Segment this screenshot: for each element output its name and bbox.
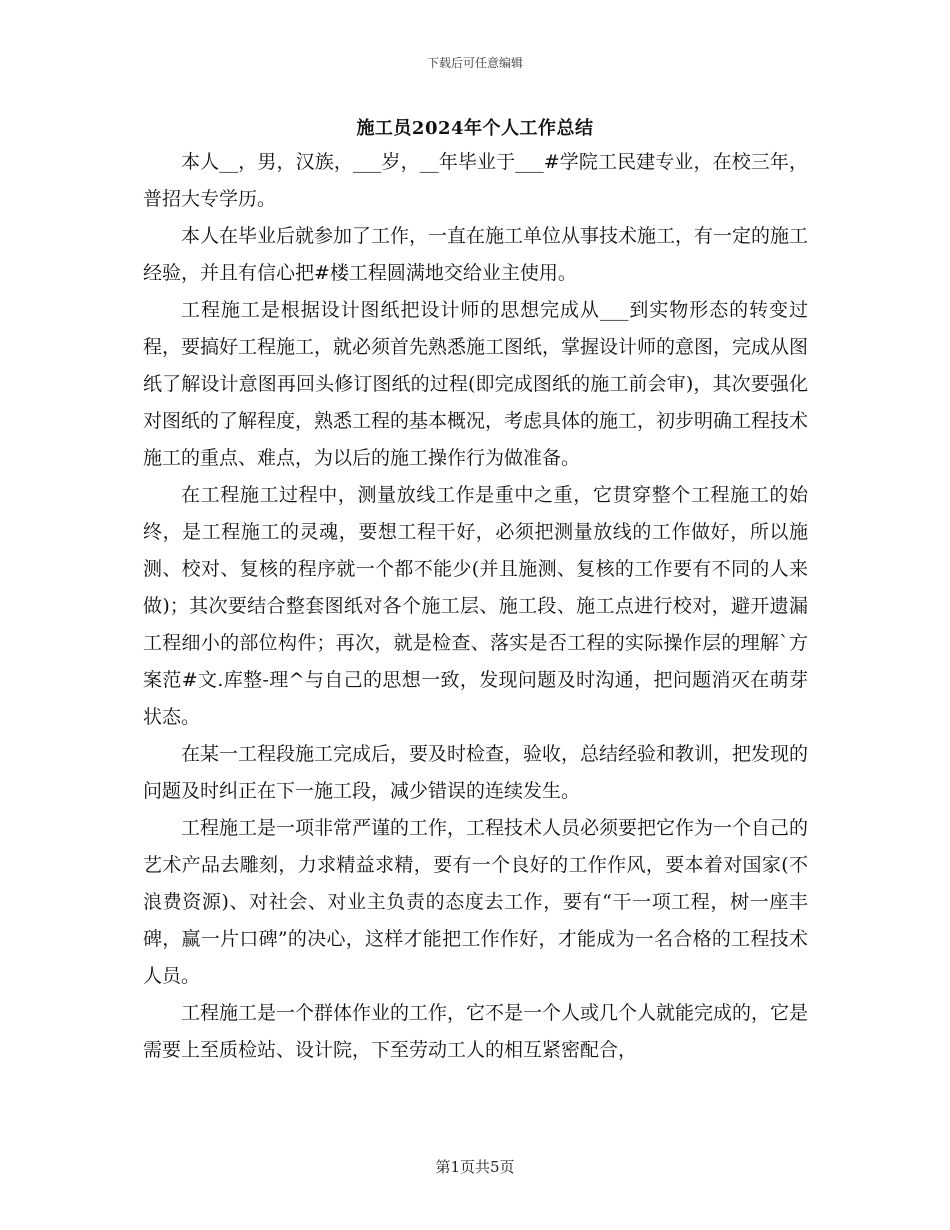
paragraph: 本人__，男，汉族，___岁，__年毕业于___#学院工民建专业，在校三年，普招大专学历。 [143, 151, 808, 210]
header-note: 下载后可任意编辑 [426, 56, 523, 70]
paragraph: 本人在毕业后就参加了工作，一直在施工单位从事技术施工，有一定的施工经验，并且有信心把#楼工程圆满地交给业主使用。 [143, 225, 809, 284]
paragraph: 工程施工是根据设计图纸把设计师的思想完成从___到实物形态的转变过程，要搞好工程施工，就必须首先熟悉施工图纸，掌握设计师的意图，完成从图纸了解设计意图再回头修订图纸的过程(即完成图纸的施工前会审)，其次要强化对图纸的了解程度，熟悉工程的基本概况，考虑具体的施工，初步明确工程技术施工的重点、难点，为以后的施工操作行为做准备。 [143, 299, 809, 469]
document-body [143, 144, 808, 1069]
paragraph: 在某一工程段施工完成后，要及时检查，验收，总结经验和教训，把发现的问题及时纠正在下一施工段，减少错误的连续发生。 [143, 743, 809, 802]
page-number: 第1页共5页 [435, 1158, 515, 1176]
paragraph: 工程施工是一项非常严谨的工作，工程技术人员必须要把它作为一个自己的艺术产品去雕刻，力求精益求精，要有一个良好的工作作风，要本着对国家(不浪费资源)、对社会、对业主负责的态度去工作，要有“干一项工程，树一座丰碑，赢一片口碑”的决心，这样才能把工作作好，才能成为一名合格的工程技术人员。 [143, 817, 809, 987]
paragraph: 工程施工是一个群体作业的工作，它不是一个人或几个人就能完成的，它是需要上至质检站、设计院，下至劳动工人的相互紧密配合， [143, 1002, 809, 1061]
document-title: 施工员2024年个人工作总结 [356, 118, 594, 139]
paragraph: 在工程施工过程中，测量放线工作是重中之重，它贯穿整个工程施工的始终，是工程施工的灵魂，要想工程干好，必须把测量放线的工作做好，所以施测、校对、复核的程序就一个都不能少(并且施测、复核的工作要有不同的人来做)；其次要结合整套图纸对各个施工层、施工段、施工点进行校对，避开遗漏工程细小的部位构件；再次，就是检查、落实是否工程的实际操作层的理解`方案范#文.库整-理^与自己的思想一致，发现问题及时沟通，把问题消灭在萌芽状态。 [143, 484, 808, 728]
